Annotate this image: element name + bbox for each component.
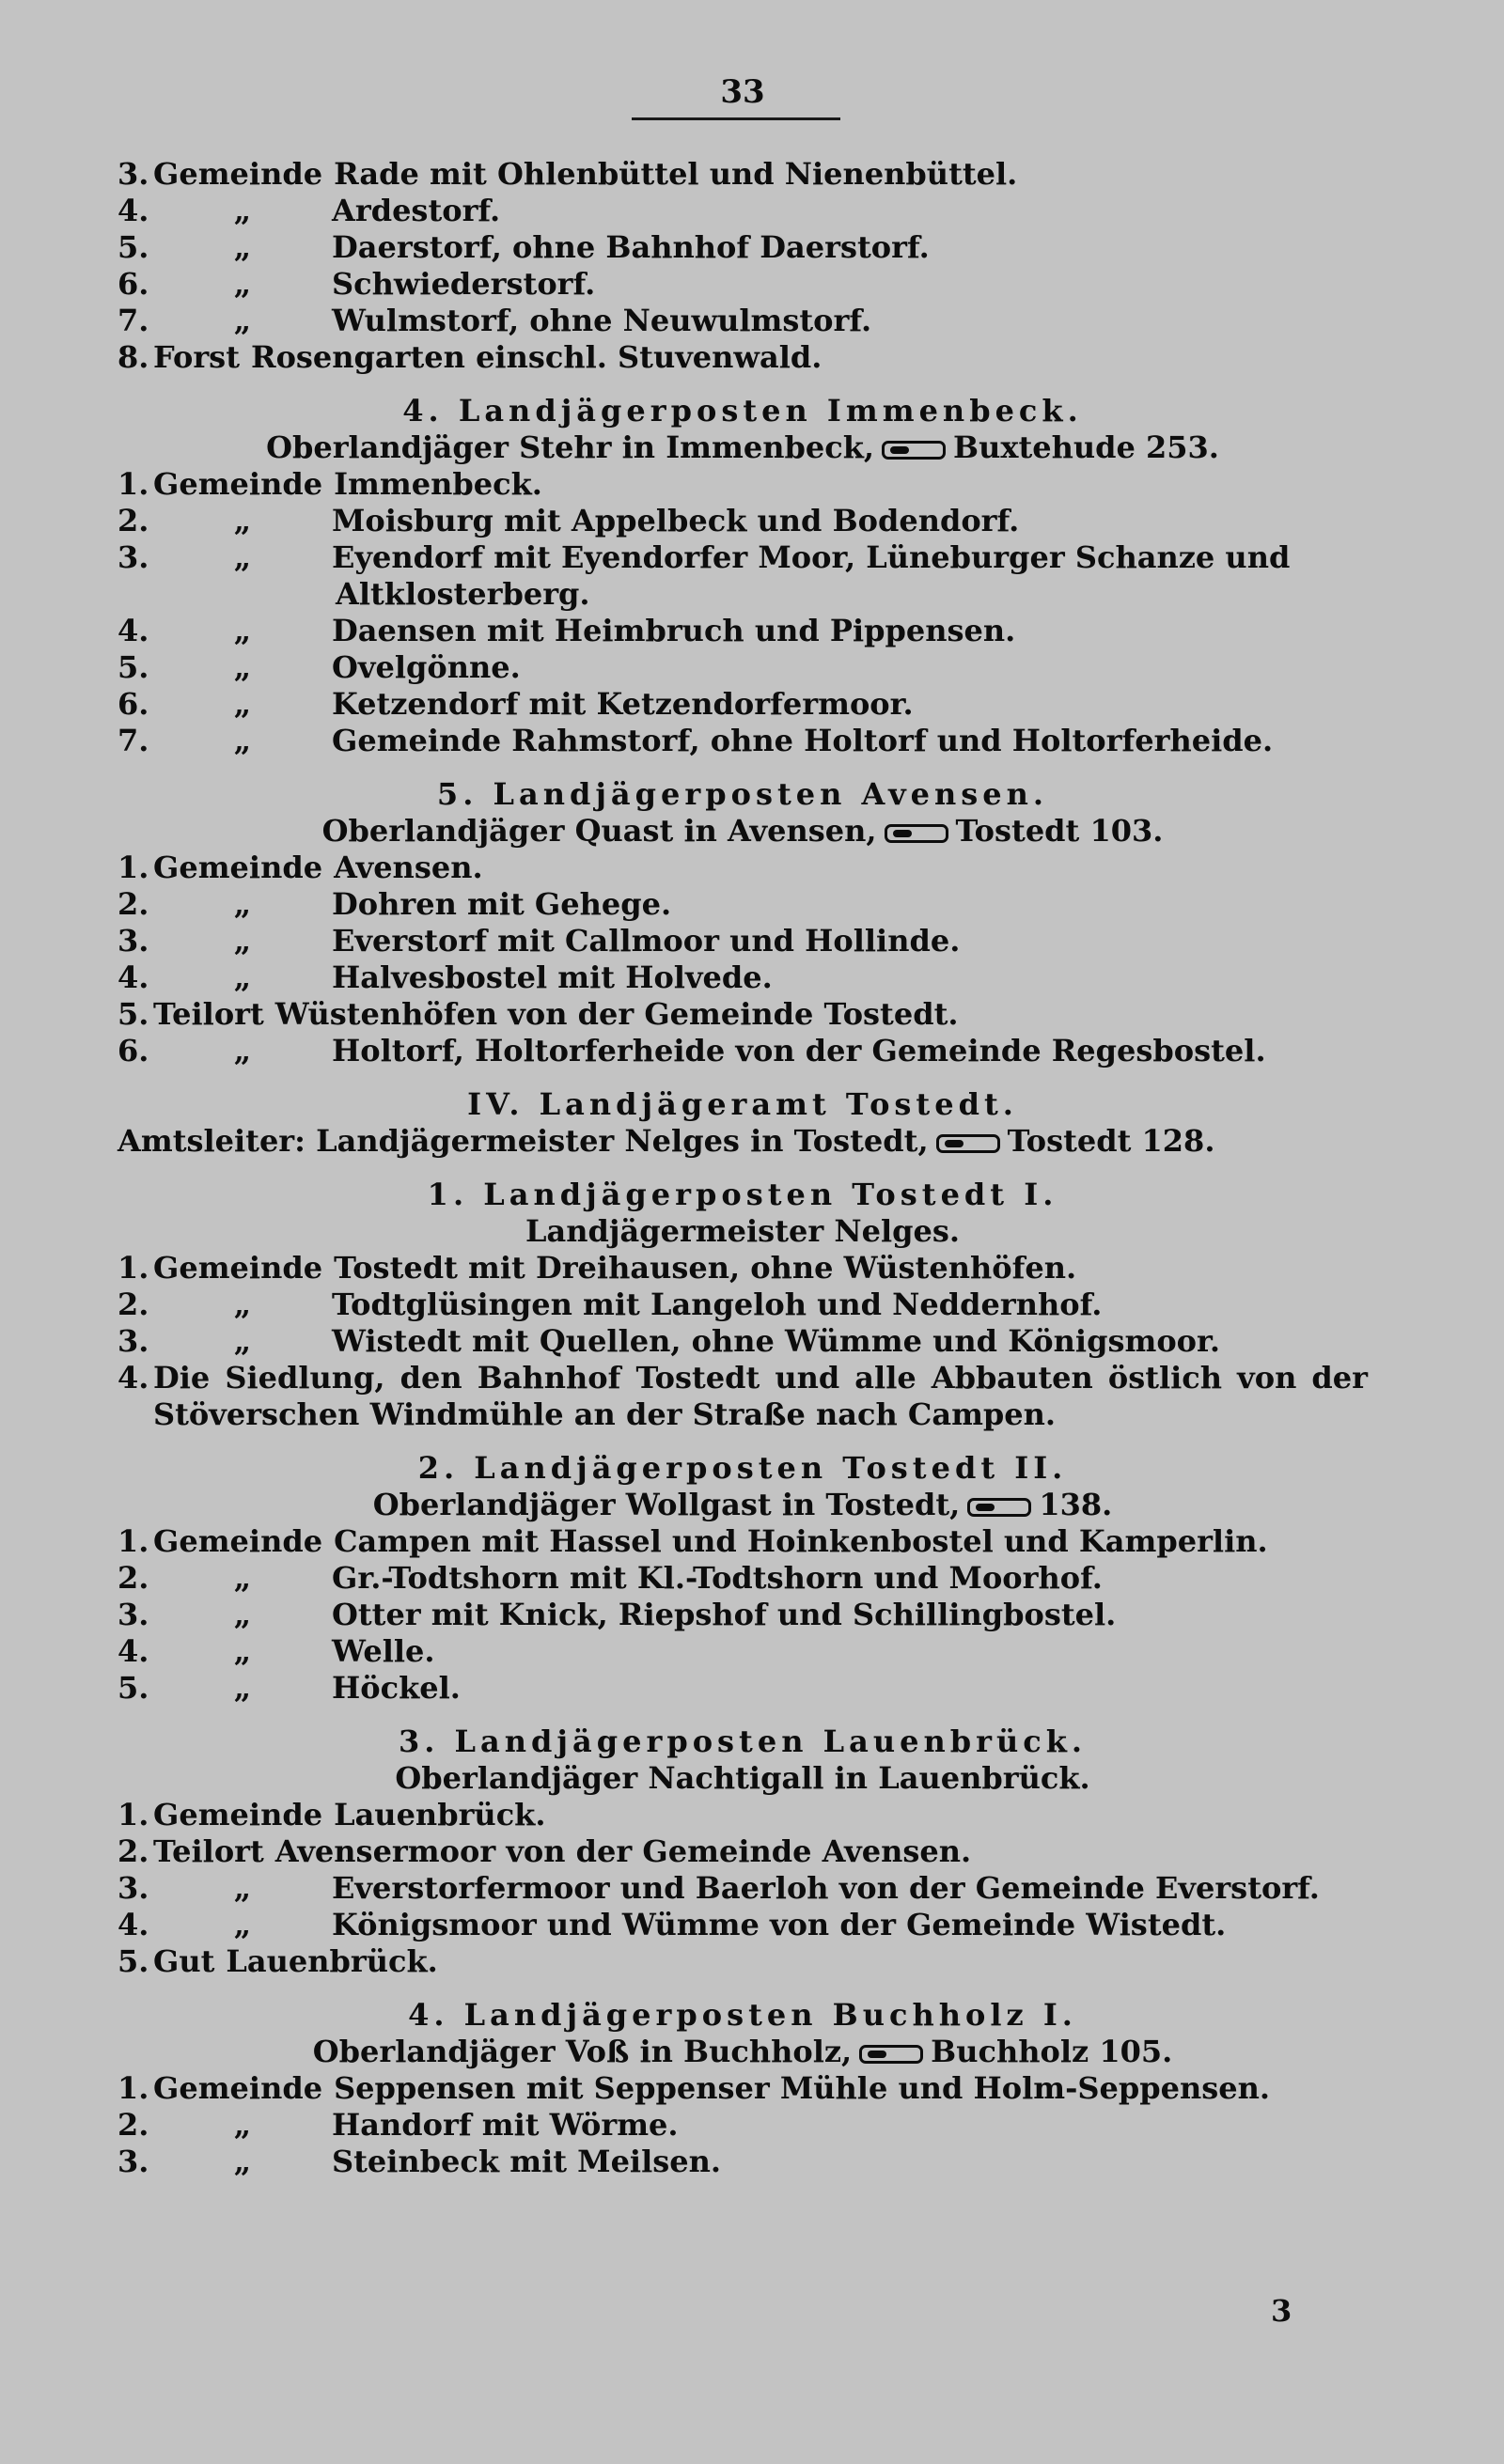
ditto-mark: „ [233, 1287, 252, 1322]
item-continuation: Altklosterberg. [336, 576, 590, 612]
item-text: Höckel. [332, 1670, 461, 1706]
item-number: 6. [118, 266, 149, 302]
list-item [118, 1523, 1368, 1560]
item-text: Welle. [332, 1633, 435, 1669]
telephone-icon [859, 2045, 923, 2064]
ditto-mark: „ [233, 1597, 252, 1632]
item-text: Die Siedlung, den Bahnhof Tostedt und alle Abbauten östlich von der Stöverschen Windmühle an der Straße nach Campen. [153, 1360, 1368, 1432]
officer-tostedt-1: Landjägermeister Nelges. [525, 1213, 960, 1249]
item-text: Moisburg mit Appelbeck und Bodendorf. [332, 503, 1020, 538]
item-number: 1. [118, 2070, 149, 2106]
page-number-rule [632, 117, 840, 120]
list-item [118, 923, 1368, 959]
item-text: Lauenbrück. [226, 1943, 438, 1979]
item-number: 4. [118, 193, 149, 228]
list-item [118, 1907, 1368, 1943]
item-lead: Gemeinde [153, 850, 323, 885]
item-number: 4. [118, 613, 149, 648]
item-number: 6. [118, 1033, 149, 1068]
list-item [118, 886, 1368, 923]
item-text: Ketzendorf mit Ketzendorfermoor. [332, 686, 914, 722]
list-item [118, 303, 1368, 339]
officer-buchholz: Oberlandjäger Voß in Buchholz, Buchholz 105. [312, 2034, 1173, 2069]
item-number: 3. [118, 1870, 149, 1906]
item-lead: Gemeinde [153, 2070, 323, 2106]
ditto-mark: „ [233, 613, 252, 648]
item-number: 2. [118, 1560, 149, 1596]
list-item [118, 1287, 1368, 1323]
list-item [118, 649, 1368, 686]
list-item [118, 1250, 1368, 1287]
item-number: 4. [118, 1907, 149, 1942]
list-item [118, 1833, 1368, 1870]
ditto-mark: „ [233, 2144, 252, 2179]
item-text: Gr.-Todtshorn mit Kl.-Todtshorn und Moorhof. [332, 1560, 1103, 1596]
officer-lauenbrueck: Oberlandjäger Nachtigall in Lauenbrück. [395, 1760, 1090, 1796]
item-number: 2. [118, 1287, 149, 1322]
officer-avensen: Oberlandjäger Quast in Avensen, Tostedt 103. [321, 813, 1164, 849]
ditto-mark: „ [233, 503, 252, 538]
list-item [118, 193, 1368, 229]
item-text: Seppensen mit Seppenser Mühle und Holm-Seppensen. [334, 2070, 1270, 2106]
item-number: 1. [118, 1250, 149, 1286]
item-text: Königsmoor und Wümme von der Gemeinde Wistedt. [332, 1907, 1227, 1942]
item-text: Todtglüsingen mit Langeloh und Neddernhof. [332, 1287, 1103, 1322]
list-item [118, 229, 1368, 266]
ditto-mark: „ [233, 1560, 252, 1596]
item-number: 3. [118, 156, 149, 192]
item-lead: Gut [153, 1943, 215, 1979]
item-number: 5. [118, 1943, 149, 1979]
list-item [118, 2144, 1368, 2180]
item-number: 2. [118, 1833, 149, 1869]
item-text: Dohren mit Gehege. [332, 886, 672, 922]
list-item [118, 339, 1368, 376]
list-immenbeck [118, 466, 1368, 759]
list-tostedt-1 [118, 1250, 1368, 1433]
list-item [118, 503, 1368, 539]
list-item [118, 1943, 1368, 1980]
item-text: Tostedt mit Dreihausen, ohne Wüstenhöfen. [334, 1250, 1077, 1286]
ditto-mark: „ [233, 923, 252, 959]
item-text: Everstorfermoor und Baerloh von der Gemeinde Everstorf. [332, 1870, 1320, 1906]
item-text: Daensen mit Heimbruch und Pippensen. [332, 613, 1016, 648]
item-lead: Teilort [153, 996, 264, 1032]
list-lauenbrueck [118, 1797, 1368, 1980]
ditto-mark: „ [233, 1907, 252, 1942]
item-number: 5. [118, 229, 149, 265]
item-text: Ardestorf. [332, 193, 501, 228]
item-number: 3. [118, 1323, 149, 1359]
item-number: 8. [118, 339, 149, 375]
ditto-mark: „ [233, 723, 252, 758]
item-text: Rade mit Ohlenbüttel und Nienenbüttel. [334, 156, 1018, 192]
ditto-mark: „ [233, 303, 252, 338]
item-lead: Gemeinde [153, 156, 323, 192]
ditto-mark: „ [233, 193, 252, 228]
ditto-mark: „ [233, 1870, 252, 1906]
item-number: 6. [118, 686, 149, 722]
item-text: Holtorf, Holtorferheide von der Gemeinde Regesbostel. [332, 1033, 1266, 1068]
section-heading-lauenbrueck: 3. Landjägerposten Lauenbrück. [398, 1723, 1088, 1759]
item-number: 5. [118, 1670, 149, 1706]
officer-immenbeck: Oberlandjäger Stehr in Immenbeck, Buxtehude 253. [266, 429, 1219, 465]
item-number: 1. [118, 850, 149, 885]
item-text: Everstorf mit Callmoor und Hollinde. [332, 923, 961, 959]
item-lead: Gemeinde [153, 1797, 323, 1832]
item-text: Lauenbrück. [334, 1797, 546, 1832]
item-text: Wulmstorf, ohne Neuwulmstorf. [332, 303, 872, 338]
item-number: 4. [118, 959, 149, 995]
item-text: Campen mit Hassel und Hoinkenbostel und Kamperlin. [334, 1523, 1268, 1559]
item-number: 3. [118, 1597, 149, 1632]
section-heading-buchholz: 4. Landjägerposten Buchholz I. [408, 1997, 1077, 2033]
item-lead: Gemeinde [153, 1523, 323, 1559]
page-number: 33 [720, 73, 765, 111]
item-text: Otter mit Knick, Riepshof und Schillingbostel. [332, 1597, 1117, 1632]
ditto-mark: „ [233, 649, 252, 685]
list-item [118, 1670, 1368, 1707]
ditto-mark: „ [233, 539, 252, 575]
ditto-mark: „ [233, 1670, 252, 1706]
list-avensen [118, 850, 1368, 1069]
item-number: 7. [118, 303, 149, 338]
ditto-mark: „ [233, 266, 252, 302]
document-body [118, 156, 1368, 2180]
item-text: Schwiederstorf. [332, 266, 596, 302]
section-heading-immenbeck: 4. Landjägerposten Immenbeck. [402, 393, 1083, 429]
item-text: Avensermoor von der Gemeinde Avensen. [274, 1833, 972, 1869]
telephone-icon [967, 1498, 1031, 1517]
item-number: 2. [118, 886, 149, 922]
list-item [118, 613, 1368, 649]
telephone-icon [882, 441, 946, 460]
item-number: 3. [118, 539, 149, 575]
item-text: Wistedt mit Quellen, ohne Wümme und Königsmoor. [332, 1323, 1221, 1359]
item-number: 2. [118, 2107, 149, 2143]
list-buchholz [118, 2070, 1368, 2180]
list-item [118, 723, 1368, 759]
item-text: Rosengarten einschl. Stuvenwald. [250, 339, 822, 375]
list-item [118, 1870, 1368, 1907]
ditto-mark: „ [233, 2107, 252, 2143]
ditto-mark: „ [233, 886, 252, 922]
amt-leader: Amtsleiter: Landjägermeister Nelges in Tostedt, Tostedt 128. [118, 1123, 1215, 1159]
telephone-icon [936, 1134, 1000, 1153]
item-text: Halvesbostel mit Holvede. [332, 959, 773, 995]
list-item [118, 850, 1368, 886]
officer-tostedt-2: Oberlandjäger Wollgast in Tostedt, 138. [372, 1487, 1113, 1522]
item-number: 1. [118, 1797, 149, 1832]
list-item [118, 1597, 1368, 1633]
ditto-mark: „ [233, 1323, 252, 1359]
list-item [118, 686, 1368, 723]
item-number: 4. [118, 1633, 149, 1669]
ditto-mark: „ [233, 229, 252, 265]
item-text: Gemeinde Rahmstorf, ohne Holtorf und Holtorferheide. [332, 723, 1274, 758]
item-text: Handorf mit Wörme. [332, 2107, 679, 2143]
sheet-number: 3 [1271, 2293, 1292, 2329]
section-heading-amt: IV. Landjägeramt Tostedt. [467, 1086, 1018, 1122]
item-text: Daerstorf, ohne Bahnhof Daerstorf. [332, 229, 930, 265]
section-heading-tostedt-2: 2. Landjägerposten Tostedt II. [417, 1450, 1068, 1486]
list-item [118, 2070, 1368, 2107]
list-item [118, 1323, 1368, 1360]
item-text: Ovelgönne. [332, 649, 521, 685]
ditto-mark: „ [233, 1633, 252, 1669]
item-text: Avensen. [334, 850, 483, 885]
ditto-mark: „ [233, 686, 252, 722]
section-heading-avensen: 5. Landjägerposten Avensen. [436, 776, 1049, 812]
item-number: 2. [118, 503, 149, 538]
list-item [118, 996, 1368, 1033]
item-text: Wüstenhöfen von der Gemeinde Tostedt. [274, 996, 959, 1032]
item-text: Eyendorf mit Eyendorfer Moor, Lüneburger Schanze und [332, 539, 1291, 575]
list-item [118, 156, 1368, 193]
item-number: 1. [118, 466, 149, 502]
list-item [118, 1797, 1368, 1833]
item-text: Immenbeck. [334, 466, 542, 502]
list-item [118, 1360, 1368, 1433]
item-number: 3. [118, 923, 149, 959]
section-heading-tostedt-1: 1. Landjägerposten Tostedt I. [427, 1177, 1058, 1212]
item-number: 5. [118, 996, 149, 1032]
item-number: 3. [118, 2144, 149, 2179]
list-item [118, 539, 1368, 576]
item-lead: Forst [153, 339, 240, 375]
list-item [118, 466, 1368, 503]
item-lead: Gemeinde [153, 466, 323, 502]
item-text: Steinbeck mit Meilsen. [332, 2144, 722, 2179]
list-item [118, 2107, 1368, 2144]
list-item [118, 1633, 1368, 1670]
list-tostedt-2 [118, 1523, 1368, 1707]
item-number: 7. [118, 723, 149, 758]
item-number: 1. [118, 1523, 149, 1559]
list-item [118, 266, 1368, 303]
item-number: 5. [118, 649, 149, 685]
item-lead: Teilort [153, 1833, 264, 1869]
list-item [118, 959, 1368, 996]
telephone-icon [885, 824, 948, 843]
top-list [118, 156, 1368, 376]
ditto-mark: „ [233, 1033, 252, 1068]
item-lead: Gemeinde [153, 1250, 323, 1286]
list-item [118, 1033, 1368, 1069]
list-item [118, 1560, 1368, 1597]
item-number: 4. [118, 1360, 149, 1396]
ditto-mark: „ [233, 959, 252, 995]
